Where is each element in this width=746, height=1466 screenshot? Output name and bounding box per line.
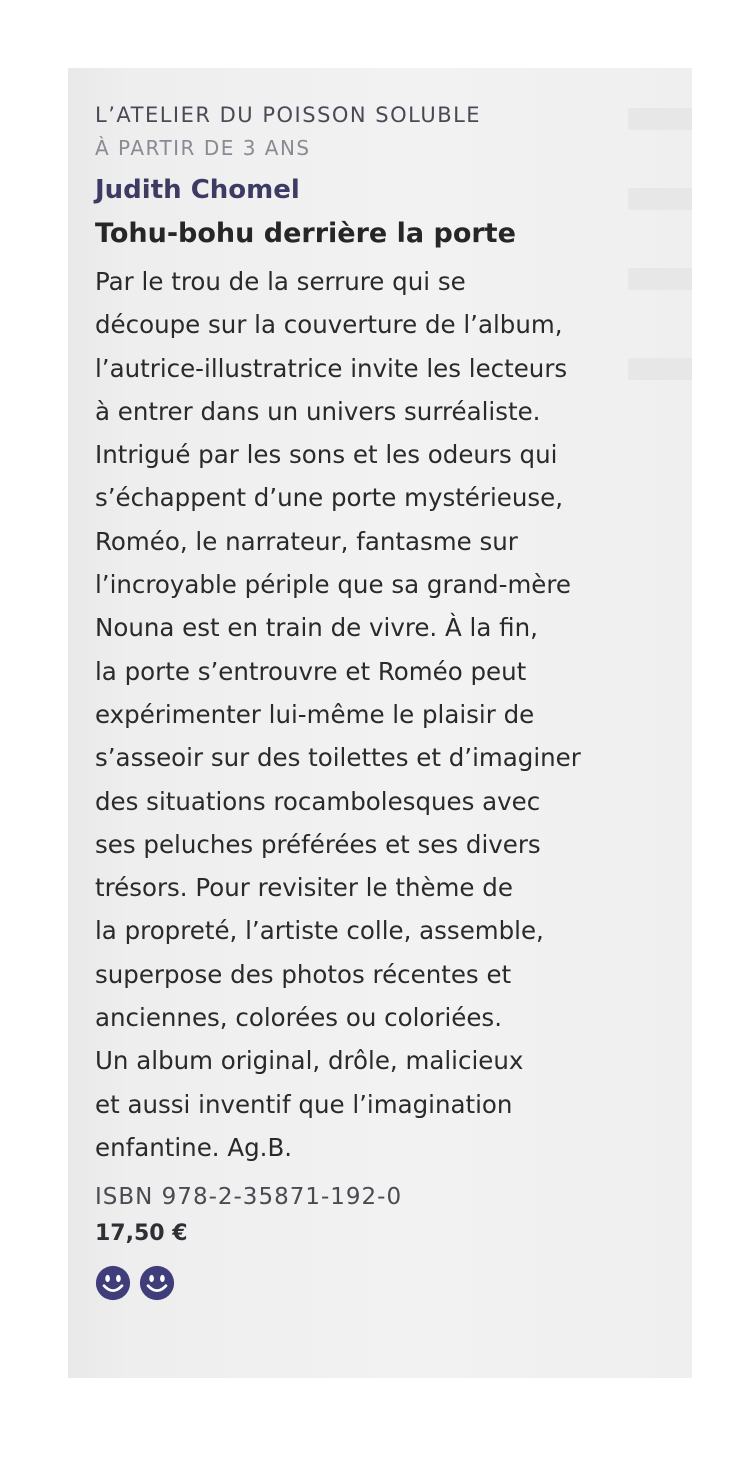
review-text-line: la propreté, l’artiste colle, assemble, — [95, 916, 544, 946]
review-text-line: Par le trou de la serrure qui se — [95, 267, 466, 296]
review-text-line: l’incroyable périple que sa grand-mère — [95, 570, 571, 600]
age-range: À PARTIR DE 3 ANS — [95, 136, 311, 160]
review-text-line: des situations rocambolesques avec — [95, 786, 541, 816]
review-text-line: découpe sur la couverture de l’album, — [95, 310, 563, 340]
publisher-name: L’ATELIER DU POISSON SOLUBLE — [95, 103, 482, 127]
review-text-line: s’échappent d’une porte mystérieuse, — [95, 483, 563, 513]
review-text-line: ses peluches préférées et ses divers — [95, 829, 541, 859]
smiley-face-icon — [95, 1265, 131, 1301]
review-text-line: enfantine. Ag.B. — [95, 1132, 293, 1162]
review-text-line: Un album original, drôle, malicieux — [95, 1046, 524, 1076]
review-text-line: à entrer dans un univers surréaliste. — [95, 396, 541, 426]
smiley-face-icon — [139, 1265, 175, 1301]
isbn: ISBN 978-2-35871-192-0 — [95, 1184, 403, 1211]
review-text-line: s’asseoir sur des toilettes et d’imaginer — [95, 743, 581, 773]
review-text-line: Intrigué par les sons et les odeurs qui — [95, 440, 558, 470]
review-text-line: expérimenter lui-même le plaisir de — [95, 699, 535, 729]
author-name: Judith Chomel — [95, 175, 300, 205]
review-text-line: Roméo, le narrateur, fantasme sur — [95, 526, 518, 556]
review-clipping — [68, 68, 692, 1378]
review-text-line: et aussi inventif que l’imagination — [95, 1089, 513, 1119]
rating — [95, 1265, 675, 1301]
review-text-line: Nouna est en train de vivre. À la fin, — [95, 613, 538, 643]
book-title: Tohu-bohu derrière la porte — [95, 218, 516, 249]
review-text-line: l’autrice-illustratrice invite les lecteurs — [95, 353, 568, 383]
review-text — [95, 260, 675, 1169]
review-text-line: anciennes, colorées ou coloriées. — [95, 1003, 502, 1033]
price: 17,50 € — [95, 1221, 188, 1247]
review-content — [95, 98, 675, 1301]
review-text-line: superpose des photos récentes et — [95, 959, 512, 989]
review-text-line: trésors. Pour revisiter le thème de — [95, 873, 513, 903]
review-text-line: la porte s’entrouvre et Roméo peut — [95, 656, 527, 686]
